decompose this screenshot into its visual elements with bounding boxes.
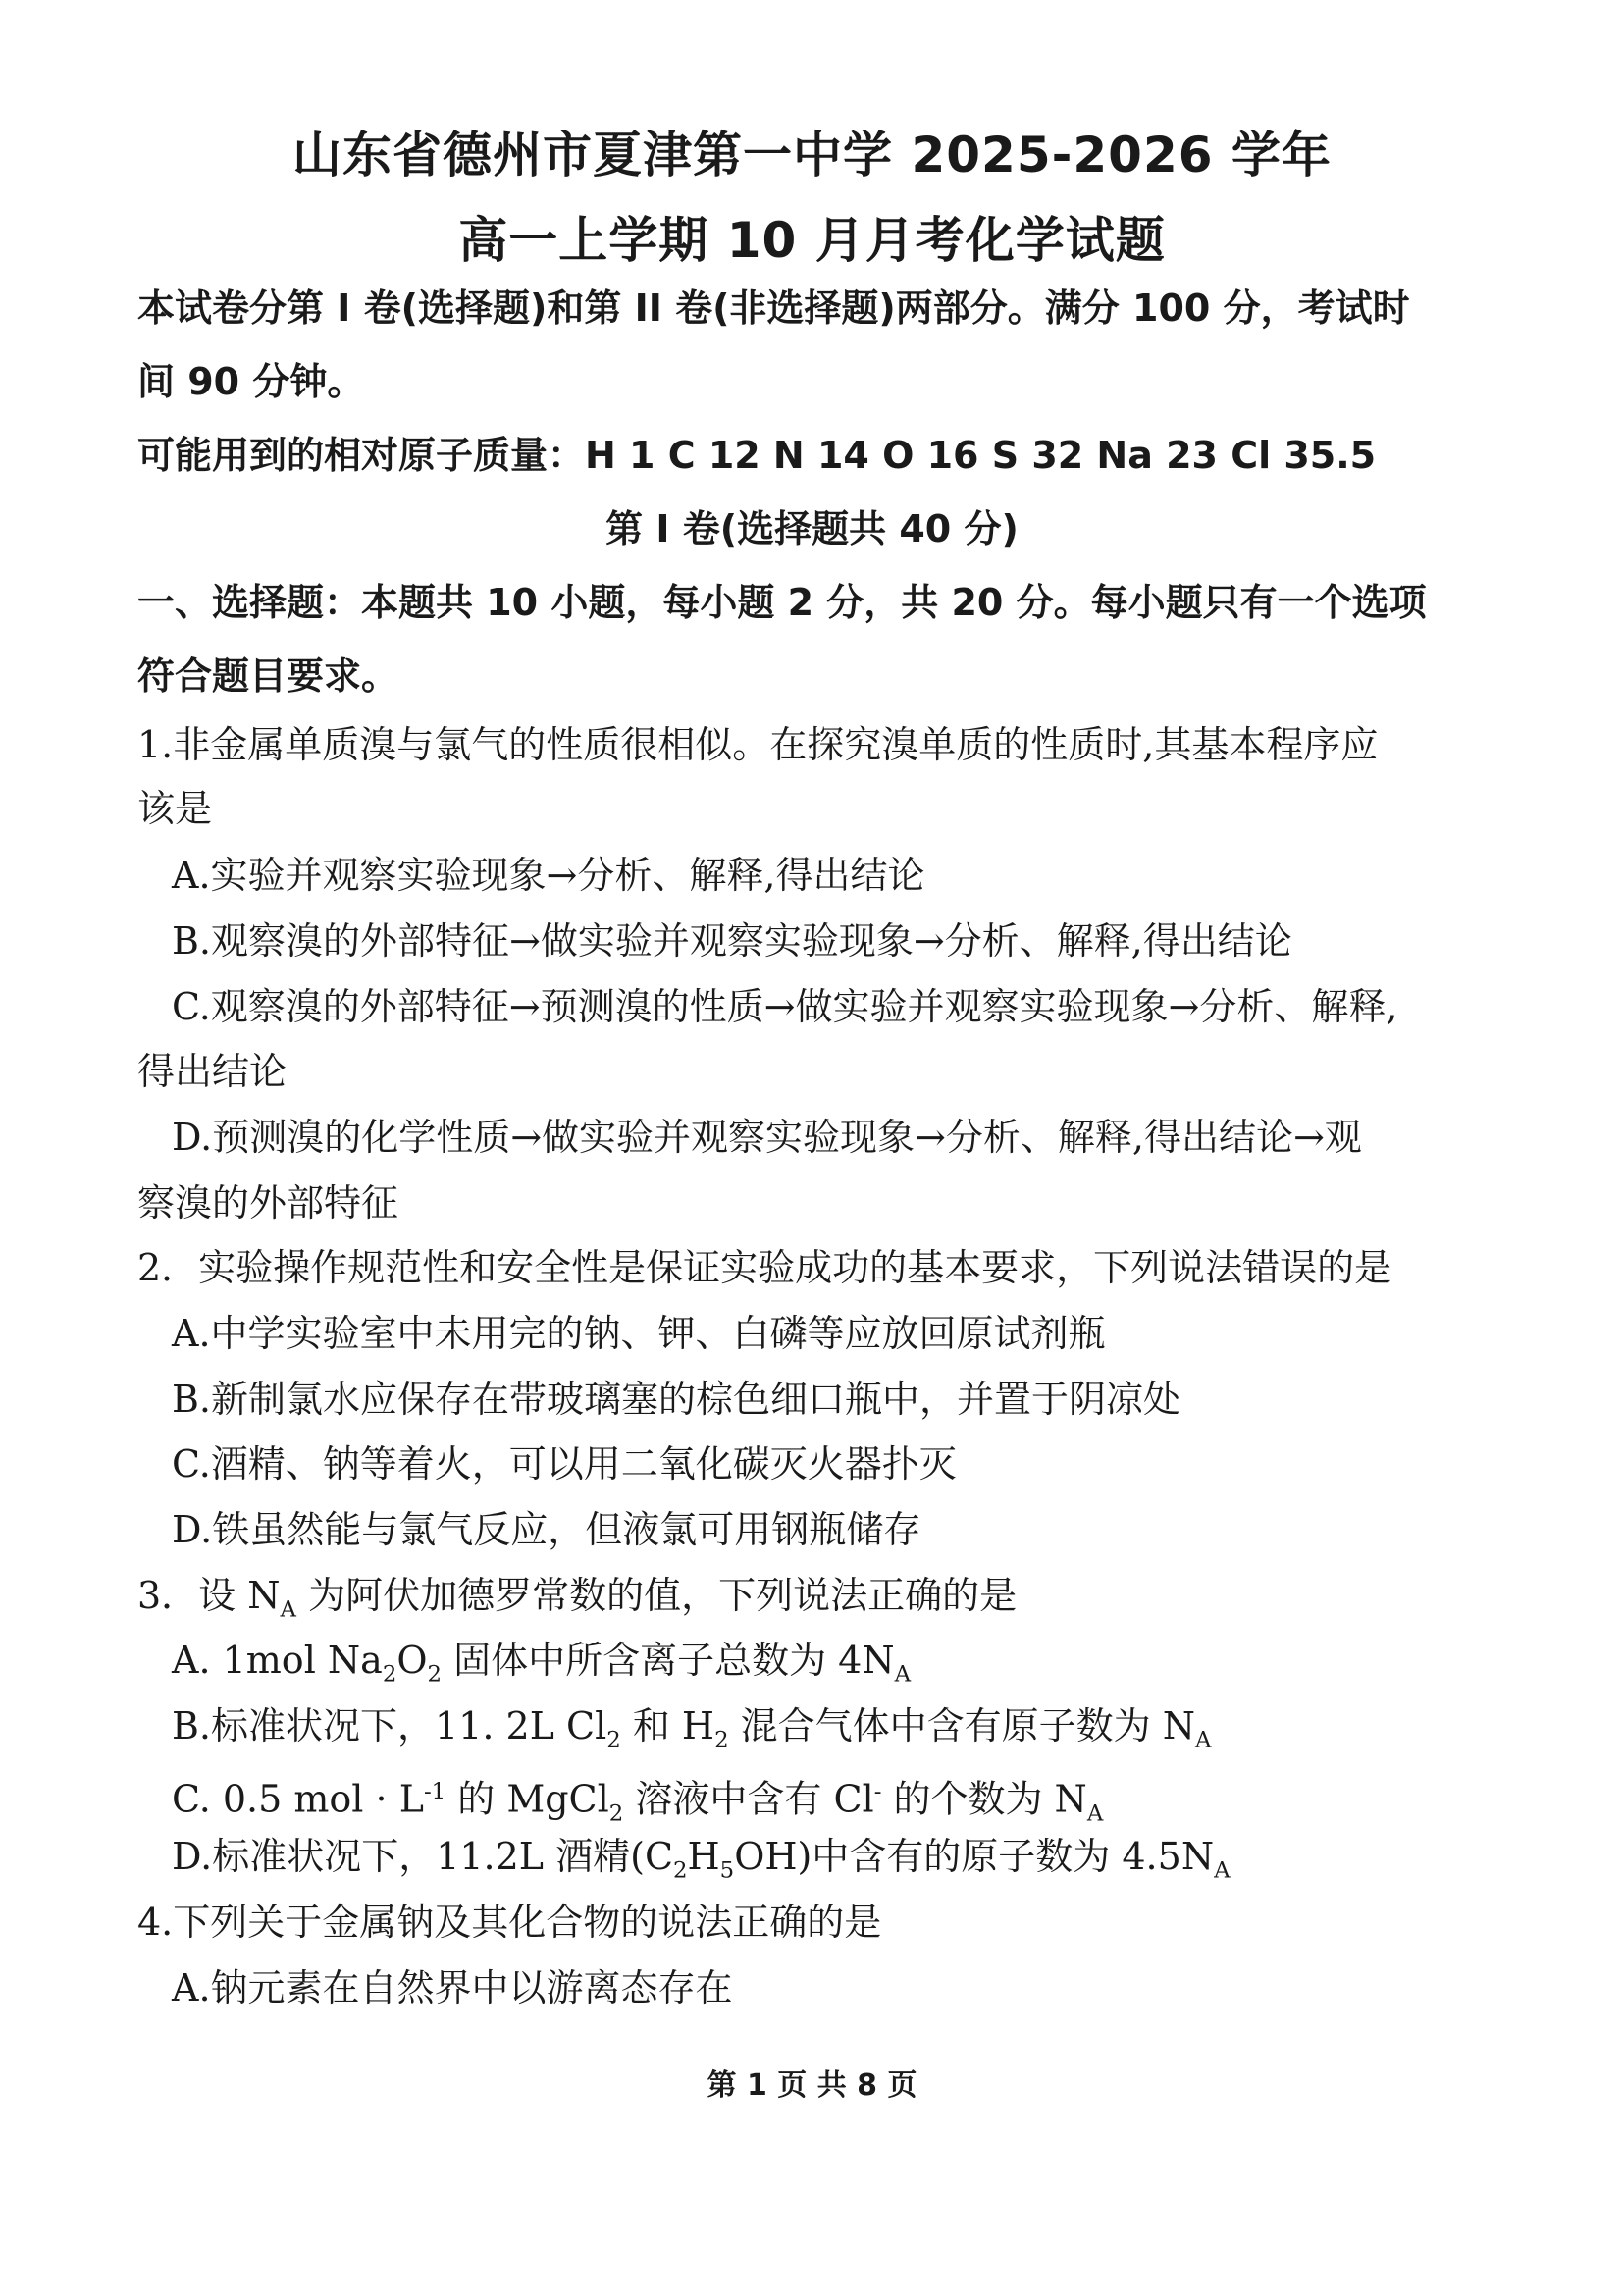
- q3-a-sub: A: [894, 1661, 912, 1688]
- q1-option-d-line1: D.预测溴的化学性质→做实验并观察实验现象→分析、解释,得出结论→观: [172, 1116, 1362, 1159]
- q2-option-a: A.中学实验室中未用完的钠、钾、白磷等应放回原试剂瓶: [172, 1312, 1106, 1355]
- q3-b-text: B.标准状况下，11. 2L Cl: [172, 1704, 607, 1747]
- q1-option-a: A.实验并观察实验现象→分析、解释,得出结论: [172, 854, 925, 897]
- q3-c-sub: A: [1086, 1800, 1104, 1827]
- q1-option-c-line2: 得出结论: [137, 1050, 288, 1093]
- q3-option-b: [172, 1702, 1211, 1764]
- q3-b-sub: A: [1195, 1727, 1212, 1753]
- q4-stem: 4.下列关于金属钠及其化合物的说法正确的是: [137, 1901, 882, 1944]
- q1-option-b: B.观察溴的外部特征→做实验并观察实验现象→分析、解释,得出结论: [172, 919, 1292, 963]
- page-footer: 第 1 页 共 8 页: [707, 2068, 917, 2103]
- q3-d-text: H: [687, 1835, 720, 1878]
- q3-a-text: A. 1mol Na: [172, 1639, 383, 1682]
- q2-stem: 2．实验操作规范性和安全性是保证实验成功的基本要求，下列说法错误的是: [137, 1246, 1392, 1289]
- q3-d-text: D.标准状况下，11.2L 酒精(C: [172, 1835, 674, 1878]
- q3-b-sub: 2: [714, 1727, 729, 1753]
- q3-c-text: 的个数为 N: [881, 1777, 1087, 1821]
- q3-b-text: 和 H: [620, 1704, 715, 1747]
- q3-d-sub: 5: [719, 1857, 735, 1884]
- q3-stem-post: 为阿伏加德罗常数的值，下列说法正确的是: [295, 1574, 1018, 1617]
- q3-c-sup: -1: [423, 1779, 446, 1804]
- q3-b-sub: 2: [606, 1727, 621, 1753]
- q3-a-sub: 2: [382, 1661, 397, 1688]
- q3-d-sub: 2: [673, 1857, 688, 1884]
- section1-instruction-line1: 一、选择题：本题共 10 小题，每小题 2 分，共 20 分。每小题只有一个选项: [137, 581, 1427, 624]
- q1-option-d-line2: 察溴的外部特征: [137, 1181, 399, 1225]
- exam-title-line1: 山东省德州市夏津第一中学 2025-2026 学年: [292, 127, 1332, 183]
- q1-stem-line1: 1.非金属单质溴与氯气的性质很相似。在探究溴单质的性质时,其基本程序应: [137, 723, 1379, 766]
- q3-c-sub: 2: [608, 1800, 624, 1827]
- q3-option-d: [172, 1833, 1231, 1895]
- q1-option-c-line1: C.观察溴的外部特征→预测溴的性质→做实验并观察实验现象→分析、解释,: [172, 985, 1398, 1028]
- q3-b-text: 混合气体中含有原子数为 N: [728, 1704, 1196, 1747]
- exam-title-line2: 高一上学期 10 月月考化学试题: [458, 212, 1166, 269]
- q2-option-c: C.酒精、钠等着火，可以用二氧化碳灭火器扑灭: [172, 1442, 957, 1486]
- q1-stem-line2: 该是: [137, 787, 213, 830]
- intro-line2: 间 90 分钟。: [137, 360, 365, 403]
- q3-option-c: [172, 1768, 1103, 1837]
- q2-option-d: D.铁虽然能与氯气反应，但液氯可用钢瓶储存: [172, 1508, 921, 1551]
- section1-instruction-line2: 符合题目要求。: [137, 654, 399, 698]
- atomic-masses: 可能用到的相对原子质量：H 1 C 12 N 14 O 16 S 32 Na 23 Cl 35.5: [137, 434, 1377, 477]
- q3-stem-pre: 3．设 N: [137, 1574, 281, 1617]
- intro-line1: 本试卷分第 I 卷(选择题)和第 II 卷(非选择题)两部分。满分 100 分，考试时: [137, 287, 1410, 330]
- q2-option-b: B.新制氯水应保存在带玻璃塞的棕色细口瓶中，并置于阴凉处: [172, 1378, 1181, 1421]
- q3-d-text: OH)中含有的原子数为 4.5N: [734, 1835, 1215, 1878]
- q3-c-text: C. 0.5 mol · L: [172, 1777, 424, 1821]
- section1-heading: 第 I 卷(选择题共 40 分): [605, 507, 1019, 550]
- q3-c-text: 溶液中含有 Cl: [623, 1777, 874, 1821]
- q3-a-text: O: [396, 1639, 428, 1682]
- q3-a-sub: 2: [427, 1661, 443, 1688]
- q4-option-a: A.钠元素在自然界中以游离态存在: [172, 1966, 733, 2009]
- q3-c-text: 的 MgCl: [445, 1777, 609, 1821]
- q3-d-sub: A: [1214, 1857, 1231, 1884]
- q3-stem-sub: A: [280, 1596, 296, 1623]
- q3-option-a: [172, 1637, 911, 1698]
- q3-a-text: 固体中所含离子总数为 4N: [442, 1639, 895, 1682]
- q3-stem: [137, 1572, 1017, 1634]
- q3-c-sup: -: [873, 1779, 882, 1804]
